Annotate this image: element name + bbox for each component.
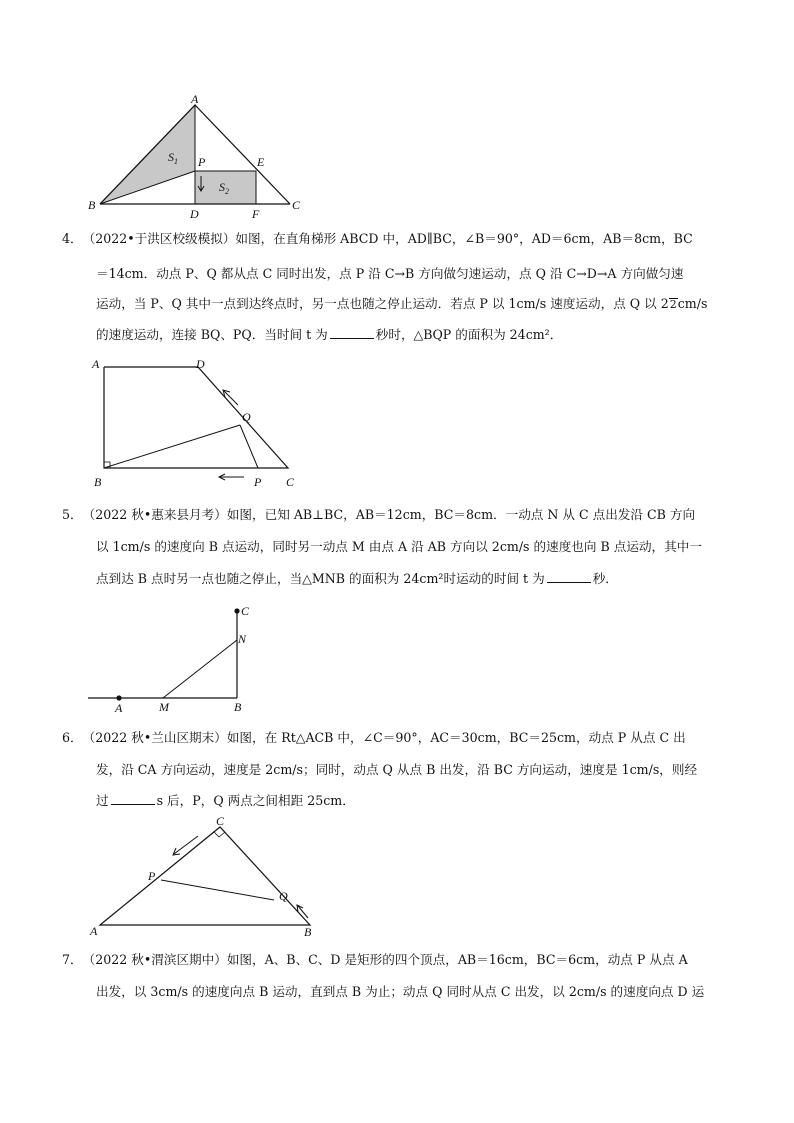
q4-text-4a: 的速度运动，连接 BQ、PQ．当时间 t 为: [96, 327, 328, 342]
right-angle-mark: [214, 832, 225, 837]
point-c: [234, 608, 239, 613]
answer-blank[interactable]: [111, 792, 155, 805]
q4-text-1: （2022•于洪区校级模拟）如图，在直角梯形 ABCD 中，AD∥BC，∠B＝90°，AD＝6cm，AB＝8cm，BC: [82, 231, 693, 246]
label-q: Q: [242, 410, 251, 424]
q4-line-4: [96, 326, 746, 344]
label-c: C: [241, 604, 250, 618]
q4-line-1: [62, 230, 712, 248]
arrow-down-left: [174, 836, 198, 854]
label-a: A: [90, 924, 98, 938]
label-p: P: [254, 475, 262, 489]
figure-q4: [88, 355, 308, 495]
q7-line-1: [62, 951, 712, 969]
trapezoid: [104, 367, 288, 468]
question-number: 5．: [62, 507, 83, 522]
question-number: 4．: [62, 231, 83, 246]
label-c: C: [286, 475, 295, 489]
q5-text-1: （2022 秋•惠来县月考）如图，已知 AB⊥BC，AB＝12cm，BC＝8cm．一动点 N 从 C 点出发沿 CB 方向: [82, 507, 696, 522]
figure-q6: [86, 812, 326, 940]
segment-mn: [163, 640, 237, 698]
label-c: C: [216, 814, 225, 828]
q6-line-1: [62, 729, 712, 747]
q6-text-1: （2022 秋•兰山区期末）如图，在 Rt△ACB 中，∠C＝90°，AC＝30cm，BC＝25cm，动点 P 从点 C 出: [82, 730, 686, 745]
label-q: Q: [279, 889, 288, 903]
q7-text-1: （2022 秋•渭滨区期中）如图，A、B、C、D 是矩形的四个顶点，AB＝16cm，BC＝6cm，动点 P 从点 A: [82, 952, 688, 967]
label-b: B: [94, 475, 102, 489]
label-b: B: [234, 700, 242, 714]
label-d: D: [190, 207, 199, 221]
point-a: [116, 695, 121, 700]
segment-pq: [161, 880, 274, 900]
answer-blank[interactable]: [330, 326, 374, 339]
q5-line-2: 以 1cm/s 的速度向 B 点运动，同时另一动点 M 由点 A 沿 AB 方向以 2cm/s 的速度也向 B 点运动，其中一: [96, 539, 702, 554]
label-p: P: [148, 869, 156, 883]
figure-q3: [80, 90, 320, 220]
label-a: A: [92, 357, 100, 371]
label-a: A: [191, 92, 199, 106]
label-m: M: [159, 700, 169, 714]
label-f: F: [252, 207, 260, 221]
label-s2: $S_2$: [219, 180, 229, 196]
q6-line-2: 发，沿 CA 方向运动，速度是 2cm/s；同时，动点 Q 从点 B 出发，沿 BC 方向运动，速度是 1cm/s，则经: [96, 762, 698, 777]
q4-line-3: [96, 295, 746, 313]
q4-line-2: ＝14cm．动点 P、Q 都从点 C 同时出发，点 P 沿 C→B 方向做匀速运动，点 Q 沿 C→D→A 方向做匀速: [96, 266, 684, 281]
label-b: B: [88, 198, 96, 212]
segment-bq: [104, 425, 240, 468]
figure-q5: [86, 600, 266, 720]
sqrt-value: 2: [669, 298, 677, 311]
q6-line-3: [96, 792, 746, 810]
label-b: B: [304, 925, 312, 939]
q6-text-3b: s 后，P，Q 两点之间相距 25cm．: [156, 793, 355, 808]
q4-text-3a: 运动，当 P、Q 其中一点到达终点时，另一点也随之停止运动．若点 P 以 1cm/s 速度运动，点 Q 以 2: [96, 296, 669, 311]
label-p: P: [198, 155, 206, 169]
q4-text-4b: 秒时，△BQP 的面积为 24cm²．: [375, 327, 563, 342]
q4-text-3b: cm/s: [677, 296, 708, 311]
label-c: C: [292, 198, 301, 212]
triangle-acb: [100, 827, 310, 925]
q5-line-1: [62, 506, 712, 524]
q5-line-3: [96, 570, 746, 588]
answer-blank[interactable]: [547, 570, 591, 583]
question-number: 7．: [62, 952, 83, 967]
q7-line-2: 出发，以 3cm/s 的速度向点 B 运动，直到点 B 为止；动点 Q 同时从点 C 出发，以 2cm/s 的速度向点 D 运: [96, 984, 705, 999]
q6-text-3a: 过: [96, 793, 109, 808]
label-n: N: [238, 632, 247, 646]
q5-text-3b: 秒．: [592, 571, 618, 586]
label-d: D: [196, 357, 205, 371]
question-number: 6．: [62, 730, 83, 745]
q5-text-3a: 点到达 B 点时另一点也随之停止，当△MNB 的面积为 24cm²时运动的时间 t 为: [96, 571, 545, 586]
label-a: A: [115, 701, 123, 715]
label-s1: $S_1$: [168, 150, 178, 166]
label-e: E: [257, 155, 265, 169]
